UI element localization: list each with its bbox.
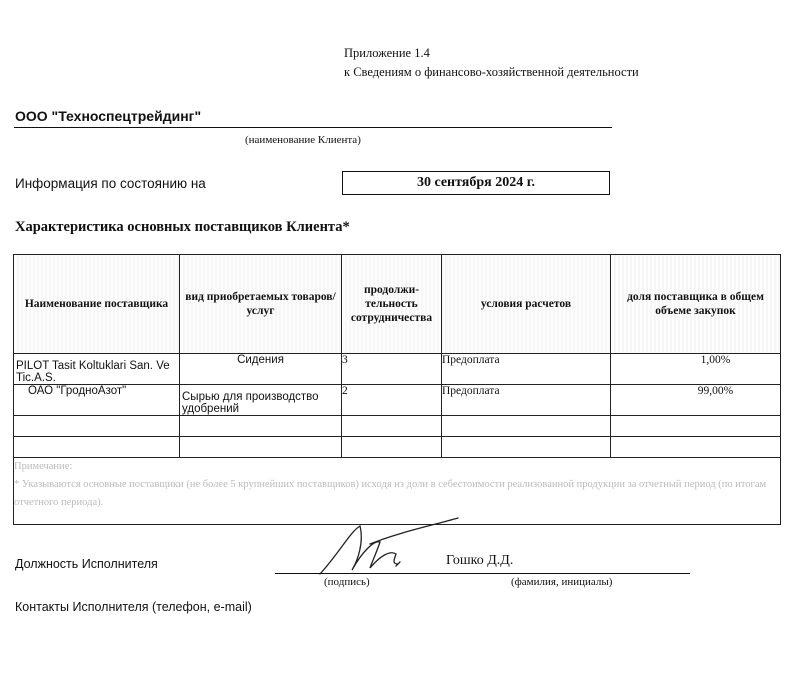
note-text: * Указываются основные поставщики (не более 5 крупнейших поставщиков) исходя из доли в себестоимости реализованной продукции за отчетный период (по итогам отчетного периода).	[14, 479, 767, 508]
signature-line	[275, 573, 690, 574]
terms-cell: Предоплата	[442, 385, 611, 416]
contacts-label: Контакты Исполнителя (телефон, e-mail)	[15, 600, 252, 614]
supplier-name-cell: PILOT Tasit Koltuklari San. Ve Tic.A.S.	[14, 354, 180, 385]
header-share: доля поставщика в общем объеме закупок	[611, 255, 781, 354]
appendix-title: Приложение 1.4	[344, 46, 430, 60]
empty-cell	[442, 437, 611, 458]
note-title: Примечание:	[14, 461, 73, 472]
info-date-label: Информация по состоянию на	[15, 176, 206, 191]
goods-cell: Сырью для производство удобрений	[180, 385, 342, 416]
table-row-empty	[14, 416, 781, 437]
client-name-underline	[14, 127, 612, 128]
client-name: ООО "Техноспецтрейдинг"	[15, 108, 202, 124]
empty-cell	[611, 437, 781, 458]
goods-cell: Сидения	[180, 354, 342, 385]
client-name-caption: (наименование Клиента)	[245, 134, 361, 146]
header-supplier-name: Наименование поставщика	[14, 255, 180, 354]
terms-cell: Предоплата	[442, 354, 611, 385]
duration-cell: 3	[342, 354, 442, 385]
empty-cell	[14, 416, 180, 437]
duration-cell: 2	[342, 385, 442, 416]
table-header-row	[14, 255, 781, 354]
signature-caption: (подпись)	[324, 576, 370, 588]
table-row	[14, 354, 781, 385]
empty-cell	[180, 437, 342, 458]
empty-cell	[442, 416, 611, 437]
table-row-empty	[14, 437, 781, 458]
signer-name: Гошко Д.Д.	[446, 553, 514, 568]
appendix-subtitle: к Сведениям о финансово-хозяйственной деятельности	[344, 65, 639, 79]
empty-cell	[611, 416, 781, 437]
table-row	[14, 385, 781, 416]
suppliers-table	[13, 254, 781, 525]
header-payment-terms: условия расчетов	[442, 255, 611, 354]
empty-cell	[14, 437, 180, 458]
handwritten-signature-icon	[300, 512, 460, 580]
supplier-name-cell: ОАО "ГродноАзот"	[14, 385, 180, 416]
section-title: Характеристика основных поставщиков Клиента*	[15, 219, 350, 235]
info-date-value: 30 сентября 2024 г.	[342, 171, 610, 195]
share-cell: 1,00%	[611, 354, 781, 385]
share-cell: 99,00%	[611, 385, 781, 416]
empty-cell	[180, 416, 342, 437]
appendix-header	[344, 44, 639, 82]
position-label: Должность Исполнителя	[15, 557, 158, 571]
empty-cell	[342, 437, 442, 458]
header-goods-type: вид приобретаемых товаров/ услуг	[180, 255, 342, 354]
name-caption: (фамилия, инициалы)	[511, 576, 613, 588]
header-duration: продолжи-тельность сотрудничества	[342, 255, 442, 354]
empty-cell	[342, 416, 442, 437]
